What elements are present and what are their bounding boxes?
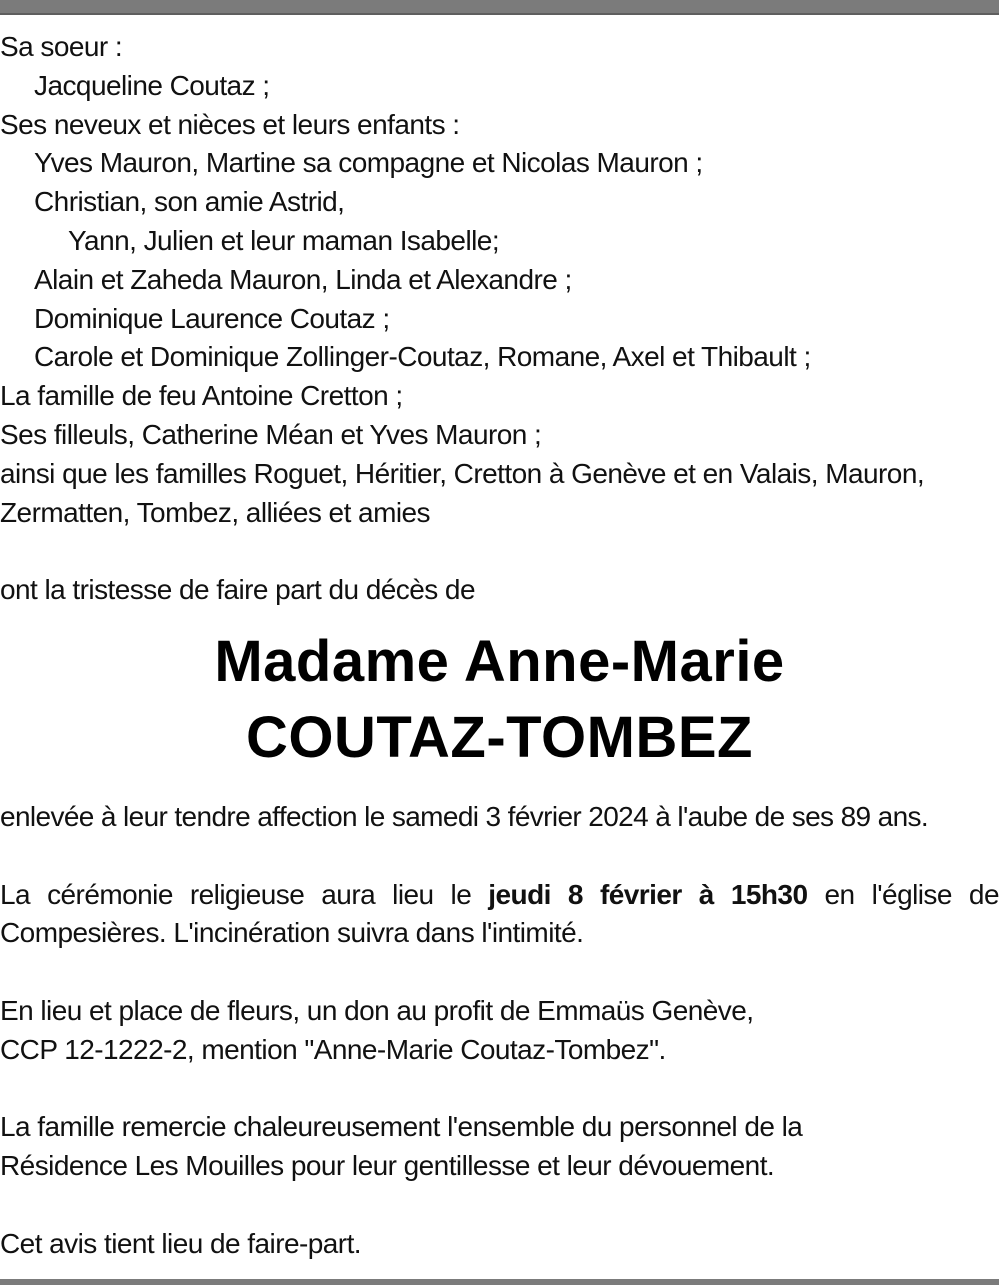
- family-line: ainsi que les familles Roguet, Héritier, Cretton à Genève et en Valais, Mauron,: [0, 457, 925, 489]
- family-line: Alain et Zaheda Mauron, Linda et Alexandre ;: [34, 263, 572, 295]
- deceased-name-line1: Madame Anne-Marie: [214, 628, 785, 694]
- obituary-notice: [0, 28, 999, 1264]
- thanks-line2: Résidence Les Mouilles pour leur gentillesse et leur dévouement.: [0, 1150, 775, 1182]
- family-line: Sa soeur :: [0, 31, 123, 62]
- closing-text: Cet avis tient lieu de faire-part.: [0, 1227, 362, 1259]
- deceased-name: [0, 624, 999, 776]
- donation-line2: CCP 12-1222-2, mention "Anne-Marie Coutaz-Tombez".: [0, 1033, 666, 1065]
- ceremony-line1: [0, 876, 999, 915]
- thanks-line1: La famille remercie chaleureusement l'ensemble du personnel de la: [0, 1111, 803, 1143]
- bottom-border-rule: [0, 1279, 999, 1285]
- top-border-rule: [0, 0, 999, 15]
- family-line: Ses filleuls, Catherine Méan et Yves Mauron ;: [0, 418, 542, 450]
- death-date-text: enlevée à leur tendre affection le samedi 3 février 2024 à l'aube de ses 89 ans.: [0, 800, 929, 832]
- family-line: La famille de feu Antoine Cretton ;: [0, 380, 403, 412]
- family-line: Zermatten, Tombez, alliées et amies: [0, 496, 430, 528]
- ceremony-line2: Compesières. L'incinération suivra dans l'intimité.: [0, 917, 584, 949]
- announcement-text: ont la tristesse de faire part du décès de: [0, 574, 475, 606]
- ceremony-text-after: en l'église de: [807, 878, 999, 910]
- donation-line1: En lieu et place de fleurs, un don au profit de Emmaüs Genève,: [0, 994, 754, 1026]
- ceremony-paragraph: [0, 876, 999, 954]
- family-line: Dominique Laurence Coutaz ;: [34, 302, 390, 334]
- family-line: Carole et Dominique Zollinger-Coutaz, Romane, Axel et Thibault ;: [34, 341, 811, 373]
- family-line: Christian, son amie Astrid,: [34, 186, 345, 218]
- family-line: Yves Mauron, Martine sa compagne et Nicolas Mauron ;: [34, 147, 703, 179]
- family-line: Yann, Julien et leur maman Isabelle;: [68, 224, 500, 256]
- deceased-name-line2: COUTAZ-TOMBEZ: [246, 704, 753, 770]
- family-line: Jacqueline Coutaz ;: [34, 69, 270, 101]
- family-list: [0, 28, 999, 532]
- ceremony-text-before: La cérémonie religieuse aura lieu le: [0, 878, 489, 910]
- ceremony-date-bold: jeudi 8 février à 15h30: [488, 878, 808, 910]
- family-line: Ses neveux et nièces et leurs enfants :: [0, 108, 460, 140]
